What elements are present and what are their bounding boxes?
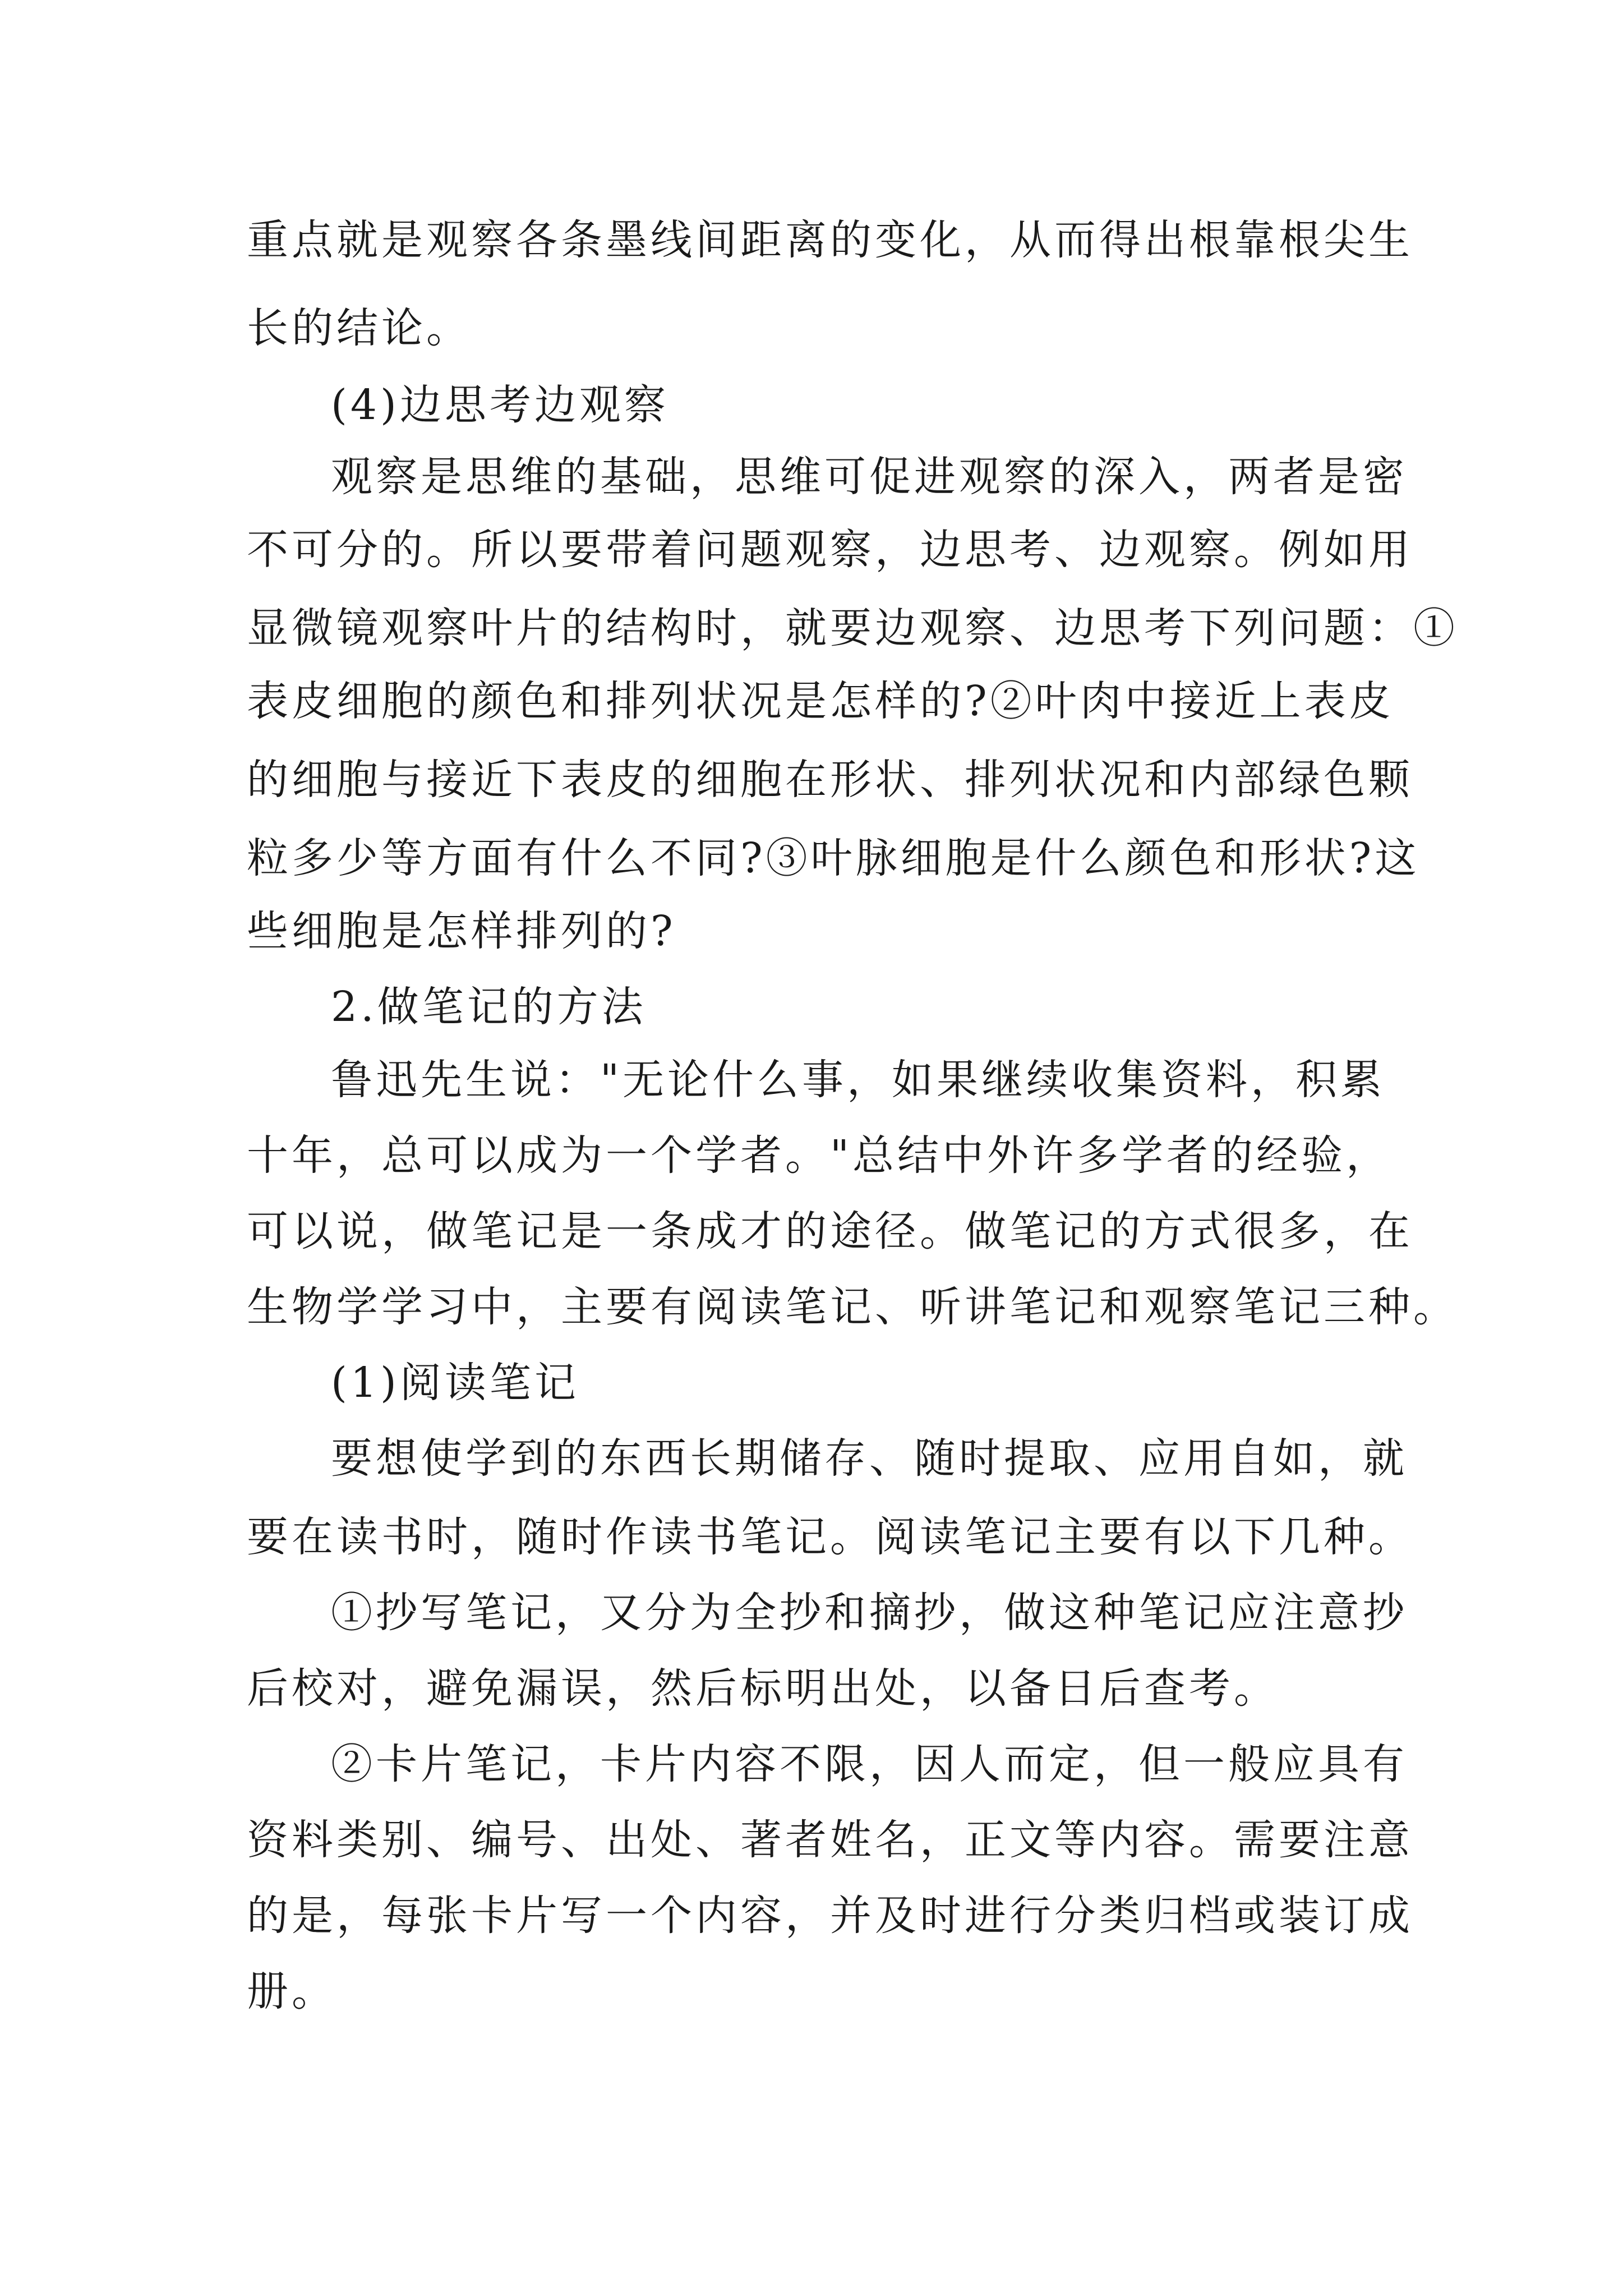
text-line: 册。 [247,1967,336,2016]
text-line: 生物学学习中，主要有阅读笔记、听讲笔记和观察笔记三种。 [247,1283,1458,1331]
text-line: 鲁迅先生说："无论什么事，如果继续收集资料，积累 [331,1056,1386,1104]
text-line: 表皮细胞的颜色和排列状况是怎样的?②叶肉中接近上表皮 [247,677,1394,725]
list-item: ①抄写笔记，又分为全抄和摘抄，做这种笔记应注意抄 [331,1589,1408,1637]
text-line: 粒多少等方面有什么不同?③叶脉细胞是什么颜色和形状?这 [247,834,1420,882]
section-heading: 2.做笔记的方法 [331,983,647,1031]
text-line: 的是，每张卡片写一个内容，并及时进行分类归档或装订成 [247,1892,1413,1940]
text-line: 观察是思维的基础，思维可促进观察的深入，两者是密 [331,453,1408,501]
text-line: 些细胞是怎样排列的? [247,907,676,955]
section-heading: (1)阅读笔记 [331,1359,579,1407]
text-line: 后校对，避免漏误，然后标明出处，以备日后查考。 [247,1664,1279,1713]
text-line: 显微镜观察叶片的结构时，就要边观察、边思考下列问题：① [247,604,1458,652]
text-line: 要在读书时，随时作读书笔记。阅读笔记主要有以下几种。 [247,1513,1413,1561]
text-line: 可以说，做笔记是一条成才的途径。做笔记的方式很多，在 [247,1207,1413,1255]
list-item: ②卡片笔记，卡片内容不限，因人而定，但一般应具有 [331,1740,1408,1788]
text-line: 长的结论。 [247,304,471,352]
text-line: 要想使学到的东西长期储存、随时提取、应用自如，就 [331,1434,1408,1483]
text-line: 不可分的。所以要带着问题观察，边思考、边观察。例如用 [247,526,1413,574]
text-line: 重点就是观察各条墨线间距离的变化，从而得出根靠根尖生 [247,216,1413,264]
text-line: 资料类别、编号、出处、著者姓名，正文等内容。需要注意 [247,1816,1413,1864]
text-line: 的细胞与接近下表皮的细胞在形状、排列状况和内部绿色颗 [247,756,1413,804]
section-heading: (4)边思考边观察 [331,381,669,429]
text-line: 十年，总可以成为一个学者。"总结中外许多学者的经验， [247,1131,1391,1180]
